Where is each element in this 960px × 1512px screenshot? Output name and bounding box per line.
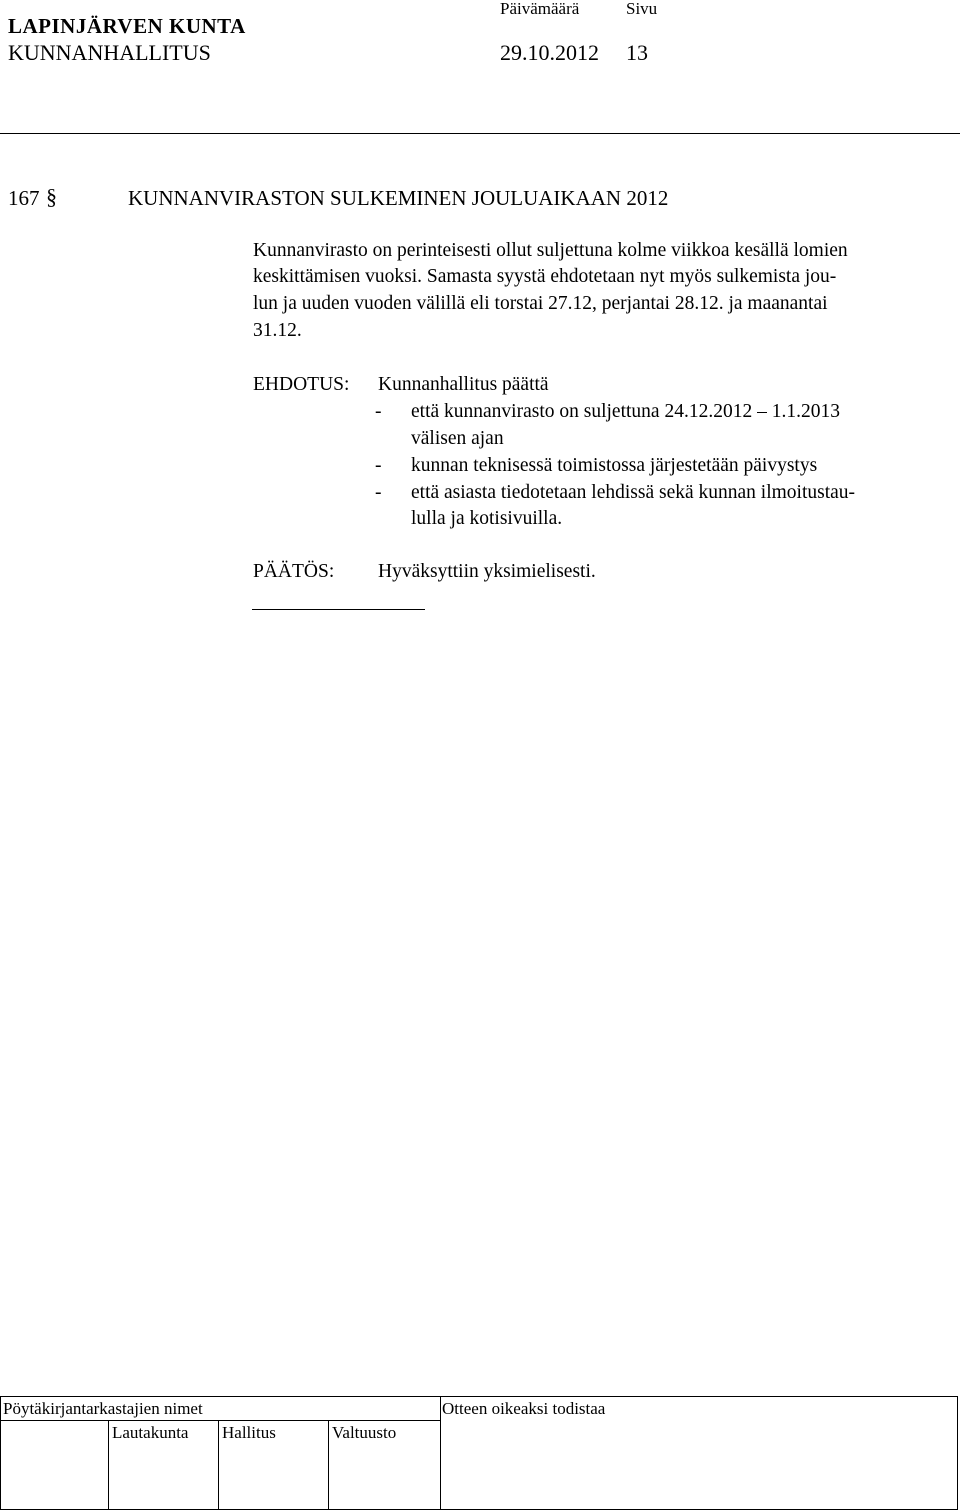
signature-line — [252, 609, 425, 610]
section-number: 167 — [8, 186, 40, 210]
footer-column-board: Lautakunta — [112, 1423, 189, 1442]
page-number: 13 — [626, 40, 648, 65]
intro-line: lun ja uuden vuoden välillä eli torstai 27.12, perjantai 28.12. ja maanantai — [253, 293, 828, 314]
proposal-dash: - — [375, 401, 382, 422]
date-label: Päivämäärä — [500, 0, 580, 18]
certified-label: Otteen oikeaksi todistaa — [442, 1399, 606, 1418]
document-date: 29.10.2012 — [500, 40, 599, 65]
proposal-item-line: välisen ajan — [411, 428, 504, 449]
proposal-item-line: kunnan teknisessä toimistossa järjestetään päivystys — [411, 455, 818, 476]
footer-column-divider — [108, 1420, 109, 1510]
footer-column-government: Hallitus — [222, 1423, 276, 1442]
section-mark: § — [46, 184, 57, 209]
decision-text: Hyväksyttiin yksimielisesti. — [378, 561, 596, 582]
proposal-label: EHDOTUS: — [253, 374, 350, 395]
footer-divider — [0, 1420, 441, 1421]
decision-label: PÄÄTÖS: — [253, 561, 335, 582]
proposal-heading: Kunnanhallitus päättä — [378, 374, 549, 395]
proposal-item-line: että asiasta tiedotetaan lehdissä sekä kunnan ilmoitustau- — [411, 482, 856, 503]
organization-name: LAPINJÄRVEN KUNTA — [8, 14, 246, 38]
body-name: KUNNANHALLITUS — [8, 40, 211, 65]
proposal-item-line: että kunnanvirasto on suljettuna 24.12.2012 – 1.1.2013 — [411, 401, 840, 422]
header-divider — [0, 133, 960, 134]
page-label: Sivu — [626, 0, 658, 18]
proposal-dash: - — [375, 455, 382, 476]
footer-column-divider — [328, 1420, 329, 1510]
proposal-dash: - — [375, 482, 382, 503]
intro-line: Kunnanvirasto on perinteisesti ollut suljettuna kolme viikkoa kesällä lomien — [253, 240, 848, 261]
section-title: KUNNANVIRASTON SULKEMINEN JOULUAIKAAN 2012 — [128, 186, 669, 210]
intro-line: 31.12. — [253, 320, 302, 341]
footer-column-council: Valtuusto — [332, 1423, 397, 1442]
proposal-item-line: lulla ja kotisivuilla. — [411, 508, 563, 529]
intro-line: keskittämisen vuoksi. Samasta syystä ehdotetaan nyt myös sulkemista jou- — [253, 266, 837, 287]
checkers-label: Pöytäkirjantarkastajien nimet — [3, 1399, 203, 1418]
footer-column-divider — [218, 1420, 219, 1510]
